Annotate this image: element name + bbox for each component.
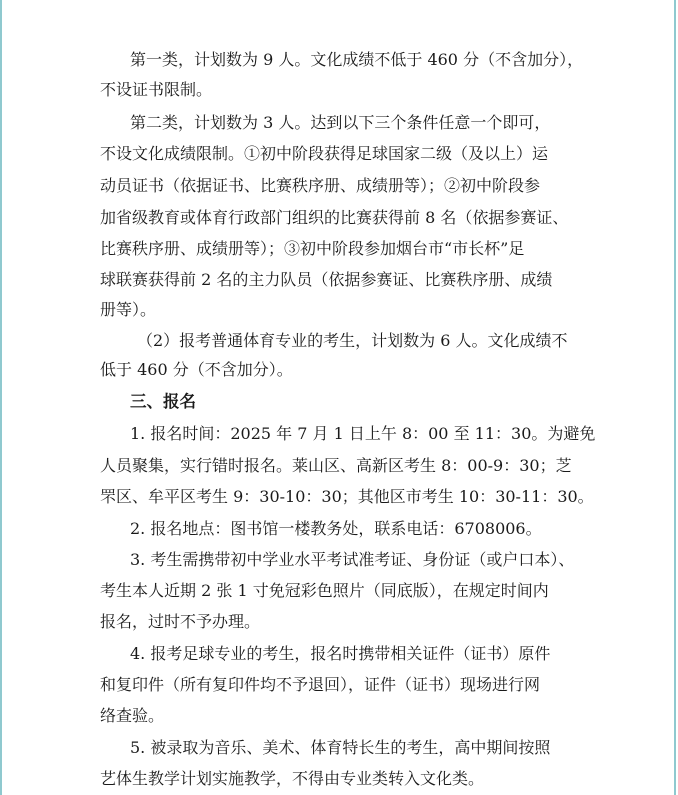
paragraph-line: 动员证书（依据证书、比赛秩序册、成绩册等）；②初中阶段参 bbox=[100, 176, 541, 195]
paragraph-line: 4. 报考足球专业的考生，报名时携带相关证件（证书）原件 bbox=[130, 644, 551, 663]
paragraph-line: 比赛秩序册、成绩册等）；③初中阶段参加烟台市“市长杯”足 bbox=[100, 239, 525, 258]
paragraph-line: 球联赛获得前 2 名的主力队员（依据参赛证、比赛秩序册、成绩 bbox=[100, 270, 553, 289]
paragraph-line: 5. 被录取为音乐、美术、体育特长生的考生，高中期间按照 bbox=[130, 738, 551, 757]
section-heading: 三、报名 bbox=[130, 392, 196, 411]
paragraph-line: 低于 460 分（不含加分）。 bbox=[100, 360, 293, 379]
paragraph-line: 册等）。 bbox=[100, 300, 157, 319]
paragraph-line: 加省级教育或体育行政部门组织的比赛获得前 8 名（依据参赛证、 bbox=[100, 208, 569, 227]
paragraph-line: 报名，过时不予办理。 bbox=[100, 612, 261, 631]
paragraph-line: 3. 考生需携带初中学业水平考试准考证、身份证（或户口本）、 bbox=[130, 550, 575, 569]
paragraph-line: 第一类，计划数为 9 人。文化成绩不低于 460 分（不含加分）， bbox=[130, 50, 584, 69]
paragraph-line: 不设文化成绩限制。①初中阶段获得足球国家二级（及以上）运 bbox=[100, 144, 549, 163]
paragraph-line: 罘区、牟平区考生 9：30-10：30；其他区市考生 10：30-11：30。 bbox=[100, 487, 594, 506]
paragraph-line: 考生本人近期 2 张 1 寸免冠彩色照片（同底版），在规定时间内 bbox=[100, 581, 549, 600]
paragraph-line: 不设证书限制。 bbox=[100, 80, 213, 99]
paragraph-line: 1. 报名时间：2025 年 7 月 1 日上午 8：00 至 11：30。为避免 bbox=[130, 424, 596, 443]
paragraph-line: （2）报考普通体育专业的考生，计划数为 6 人。文化成绩不 bbox=[137, 331, 568, 350]
paragraph-line: 和复印件（所有复印件均不予退回），证件（证书）现场进行网 bbox=[100, 675, 541, 694]
paragraph-line: 艺体生教学计划实施教学，不得由专业类转入文化类。 bbox=[100, 769, 485, 788]
paragraph-line: 2. 报名地点：图书馆一楼教务处，联系电话：6708006。 bbox=[130, 519, 542, 538]
paragraph-line: 络查验。 bbox=[100, 706, 165, 725]
paragraph-line: 第二类，计划数为 3 人。达到以下三个条件任意一个即可， bbox=[130, 113, 551, 132]
paragraph-line: 人员聚集，实行错时报名。莱山区、高新区考生 8：00-9：30；芝 bbox=[100, 456, 572, 475]
